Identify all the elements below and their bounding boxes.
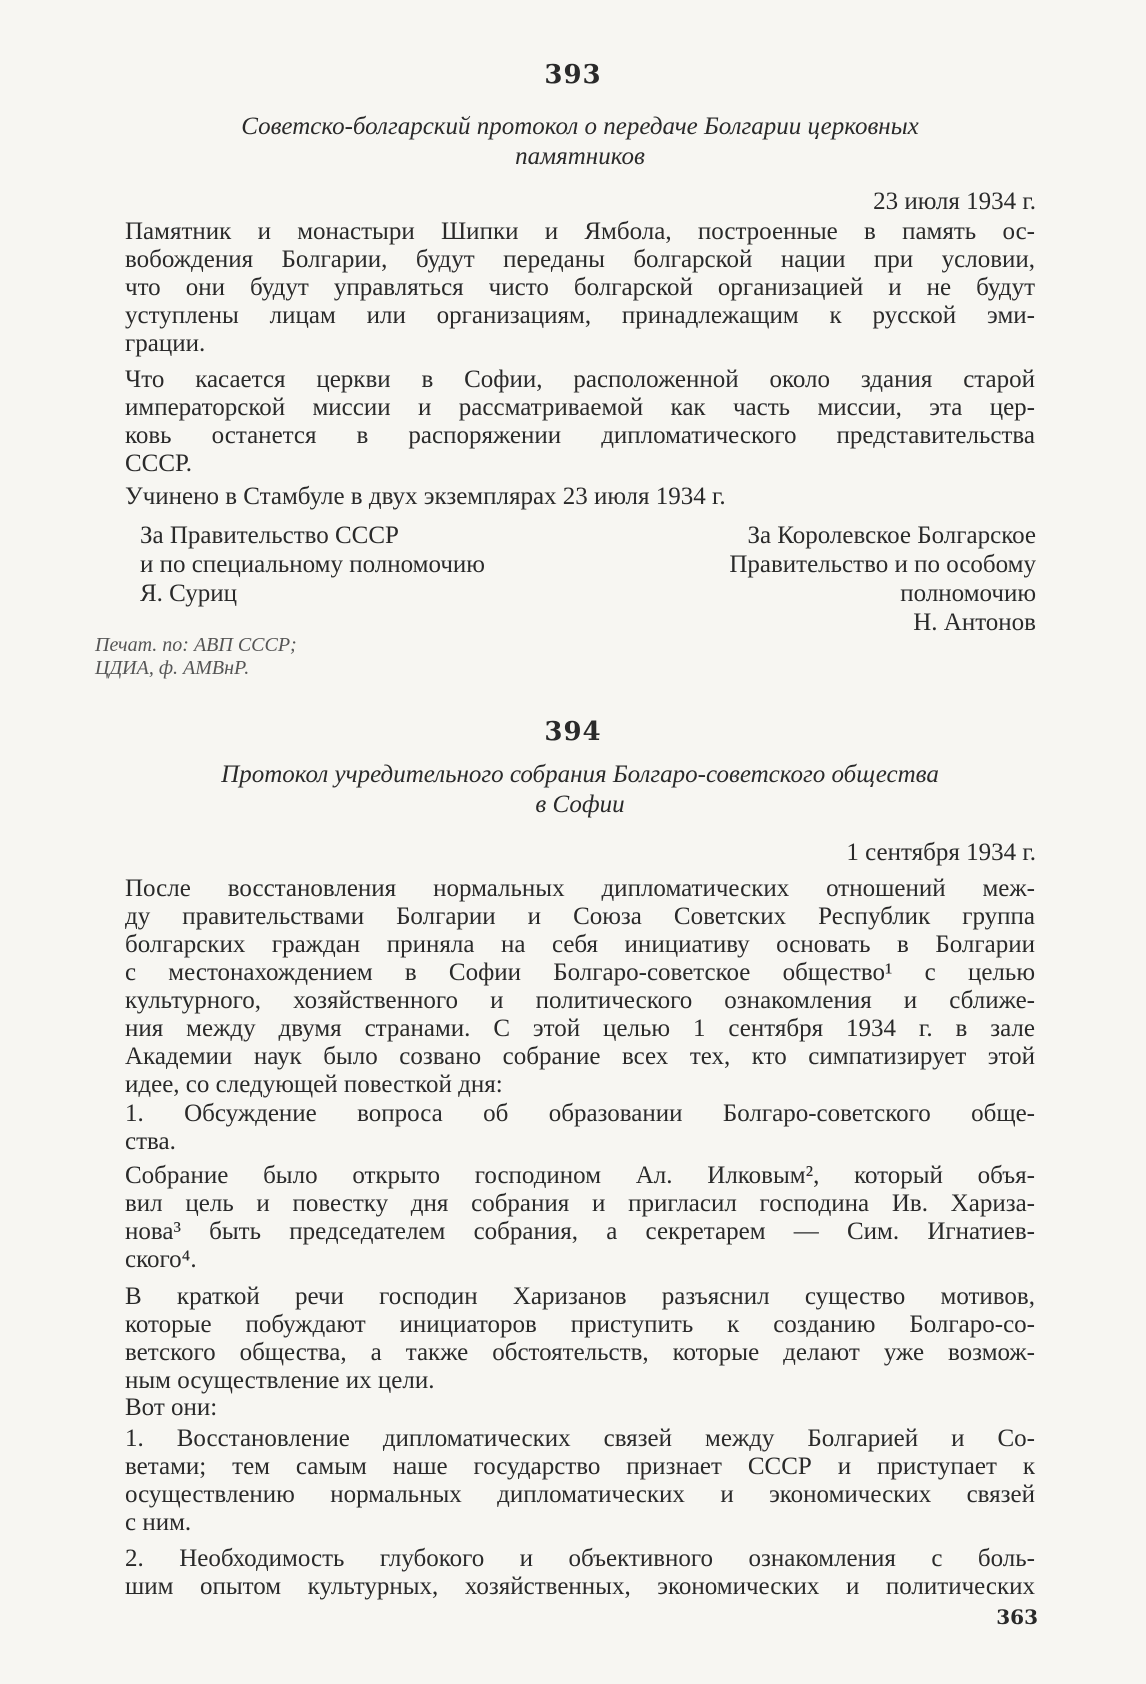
text-line: вил цель и повестку дня собрания и пригласил господина Ив. Хариза- (125, 1190, 1035, 1217)
text-line: грации. (125, 330, 206, 357)
title-line: памятников (515, 143, 645, 170)
paragraph-393-2 (125, 366, 1035, 478)
signature-line: Н. Антонов (913, 609, 1036, 636)
paragraph-394-1 (125, 875, 1035, 1099)
text-line: ковь останется в распоряжении дипломатического представительства (125, 422, 1035, 449)
text-line: идее, со следующей повесткой дня: (125, 1071, 503, 1098)
document-title-394 (150, 760, 1010, 820)
title-line: в Софии (535, 791, 625, 818)
document-title-393 (150, 112, 1010, 172)
source-line: ЦДИА, ф. АМВнР. (95, 657, 250, 679)
text-line: ветами; тем самым наше государство признает СССР и приступает к (125, 1453, 1035, 1480)
paragraph-393-3 (125, 483, 1035, 511)
text-line: СССР. (125, 450, 193, 477)
text-line: После восстановления нормальных дипломатических отношений меж- (125, 875, 1035, 902)
text-line: Вот они: (125, 1394, 218, 1421)
text-line: культурного, хозяйственного и политического ознакомления и сближе- (125, 987, 1035, 1014)
text-line: нова³ быть председателем собрания, а секретарем — Сим. Игнатиев- (125, 1218, 1035, 1245)
signature-block-ussr (140, 521, 485, 608)
signature-line: полномочию (900, 580, 1036, 607)
text-line: с местонахождением в Софии Болгаро-советское общество¹ с целью (125, 959, 1035, 986)
text-line: В краткой речи господин Харизанов разъяснил существо мотивов, (125, 1283, 1035, 1310)
signature-line: За Королевское Болгарское (747, 522, 1036, 549)
text-line: ства. (125, 1128, 176, 1155)
text-line: Что касается церкви в Софии, расположенной около здания старой (125, 366, 1035, 393)
text-line: уступлены лицам или организациям, принадлежащим к русской эми- (125, 302, 1035, 329)
text-line: Памятник и монастыри Шипки и Ямбола, построенные в память ос- (125, 218, 1035, 245)
title-line: Советско-болгарский протокол о передаче Болгарии церковных (241, 113, 919, 140)
paragraph-394-7 (125, 1545, 1035, 1601)
text-line: Академии наук было созвано собрание всех тех, кто симпатизирует этой (125, 1043, 1035, 1070)
paragraph-393-1 (125, 218, 1035, 358)
title-line: Протокол учредительного собрания Болгаро-советского общества (221, 761, 939, 788)
text-line: Собрание было открыто господином Ал. Илковым², который объя- (125, 1162, 1035, 1189)
document-number-394: 394 (544, 717, 602, 747)
text-line: ского⁴. (125, 1246, 197, 1273)
page-number: 363 (996, 1605, 1038, 1629)
text-line: 1. Обсуждение вопроса об образовании Болгаро-советского обще- (125, 1100, 1035, 1127)
paragraph-394-4 (125, 1283, 1035, 1395)
signature-block-bulgaria (729, 521, 1036, 637)
document-number-393: 393 (544, 60, 602, 90)
text-line: осуществлению нормальных дипломатических и экономических связей (125, 1481, 1035, 1508)
source-line: Печат. по: АВП СССР; (95, 634, 297, 656)
text-line: болгарских граждан приняла на себя инициативу основать в Болгарии (125, 931, 1035, 958)
text-line: ветского общества, а также обстоятельств, которые делают уже возмож- (125, 1339, 1035, 1366)
text-line: которые побуждают инициаторов приступить к созданию Болгаро-со- (125, 1311, 1035, 1338)
paragraph-394-5 (125, 1394, 1035, 1422)
source-note-393 (95, 634, 297, 680)
text-line: шим опытом культурных, хозяйственных, экономических и политических (125, 1573, 1035, 1600)
text-line: с ним. (125, 1509, 192, 1536)
text-line: императорской миссии и рассматриваемой как часть миссии, эта цер- (125, 394, 1035, 421)
text-line: 2. Необходимость глубокого и объективного ознакомления с боль- (125, 1545, 1035, 1572)
text-line: ным осуществление их цели. (125, 1367, 435, 1394)
text-line: ду правительствами Болгарии и Союза Советских Республик группа (125, 903, 1035, 930)
text-line: Учинено в Стамбуле в двух экземплярах 23 июля 1934 г. (125, 483, 726, 510)
signature-line: Правительство и по особому (729, 551, 1036, 578)
text-line: 1. Восстановление дипломатических связей между Болгарией и Со- (125, 1425, 1035, 1452)
paragraph-394-6 (125, 1425, 1035, 1537)
paragraph-394-3 (125, 1162, 1035, 1274)
document-date-394: 1 сентября 1934 г. (846, 839, 1036, 866)
text-line: что они будут управляться чисто болгарской организацией и не будут (125, 274, 1035, 301)
text-line: ния между двумя странами. С этой целью 1 сентября 1934 г. в зале (125, 1015, 1035, 1042)
signature-line: и по специальному полномочию (140, 551, 485, 578)
paragraph-394-2 (125, 1100, 1035, 1156)
text-line: вобождения Болгарии, будут переданы болгарской нации при условии, (125, 246, 1035, 273)
signature-line: Я. Суриц (140, 580, 237, 607)
signature-line: За Правительство СССР (140, 522, 399, 549)
document-date-393: 23 июля 1934 г. (873, 188, 1036, 215)
